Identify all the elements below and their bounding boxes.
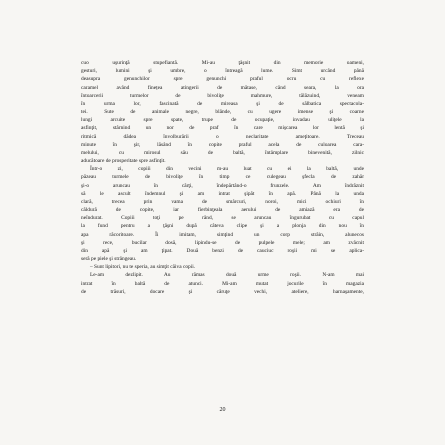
text-line: căldură de copite, iar fierbinţeala aerului de amiază era de <box>81 207 364 214</box>
text-line: seră pe piele şi strângeau. <box>81 256 137 263</box>
page-number: 20 <box>219 407 226 413</box>
text-line: tei. Sute de animale negre, blânde, cu ugere imense şi coarne <box>81 109 364 116</box>
paragraph-3 <box>81 263 364 296</box>
text-line: melului, cu mirosul său de baltă, întâmplare binevenită, zilnic <box>81 149 364 156</box>
text-line: ritmică dădea învolburării o neclaritate ameţitoare. Treceau <box>81 133 364 140</box>
text-line: intrat în baltă de atunci. Mi-am mutat jocurile în magazia <box>81 280 364 287</box>
text-line: şi rece, bucilar dosă, lipindu-se de pulpele mele; am zvâcnit <box>81 239 364 246</box>
text-line: să le ascult îndemnul şi am intrat şipăt în apă. Până la unda <box>81 190 364 197</box>
page-text <box>81 59 364 296</box>
text-line: şi-o aruncau în cărţi, îndepărtând-o frunzele. Am îndrăznit <box>81 182 364 189</box>
text-line: minute în şir, lăsând în copite praful acela de culoarea cara- <box>81 141 364 148</box>
text-line: aducătoare de prosperitate spre asfinţit. <box>81 158 166 165</box>
text-line: cuo uşurinţă stupefiantă. Mi-au ţâşnit din memorie oameni, <box>81 60 364 66</box>
text-line: asfinţit, stârnind un nor de praf în care mişcarea lor lentă şi <box>81 125 364 132</box>
text-line: deasupra genunchilor spre genunchi praful ocru cu reflexe <box>81 76 364 83</box>
text-line: gesturi, lumini şi umbre, o întreagă lume. Simt urcând până <box>81 68 364 75</box>
text-line: lungi arcuite spre spate, trupe de ocupaţie, invadau uliţele la <box>81 117 364 124</box>
dialogue-line: – Sunt lipitori, nu te speria, au simţit căiva copii. <box>90 264 196 271</box>
text-line: în urma lor, fascinată de mireasa şi de sălbatica spectacola- <box>81 100 364 107</box>
text-line: caramel având finețea atingerii de mătase, când seara, la ora <box>81 84 364 91</box>
text-line: neîndurat. Copiii toţi pe rând, se aruncau îngurubat cu capul <box>81 215 364 222</box>
text-line: apa răcoritoare. Îi imitam, simţind un corp străin, alunecos <box>81 231 364 238</box>
text-line: păzeau turmele de bivoliţe în timp ce culegeau şfecla de zahăr <box>81 174 364 181</box>
text-line: la fund pentru a ţâşni după câteva clipe şi a plonja din nou în <box>81 223 364 230</box>
text-line: Într-o zi, copiii din vecini m-au luat cu ei la baltă, unde <box>90 166 364 173</box>
paragraph-2 <box>81 165 364 263</box>
text-line: de trăsuri, docare şi căruţe vechi, ateliere, harnaşamente, <box>81 288 364 295</box>
paragraph-1 <box>81 59 364 165</box>
text-line: din apă şi am ţipat. Două benzi de cauciuc roşii mi se aplica- <box>81 247 364 254</box>
text-line: Le-am dezlipit. Au rămas două urme roşii. N-am mai <box>90 272 364 279</box>
text-line: întoarcerii turmelor de bivoliţe mahmure, tălăzuind, veneam <box>81 92 364 99</box>
text-line: clară, trecea prin vama de smârcuri, noroi, mici ochiuri în <box>81 198 364 205</box>
